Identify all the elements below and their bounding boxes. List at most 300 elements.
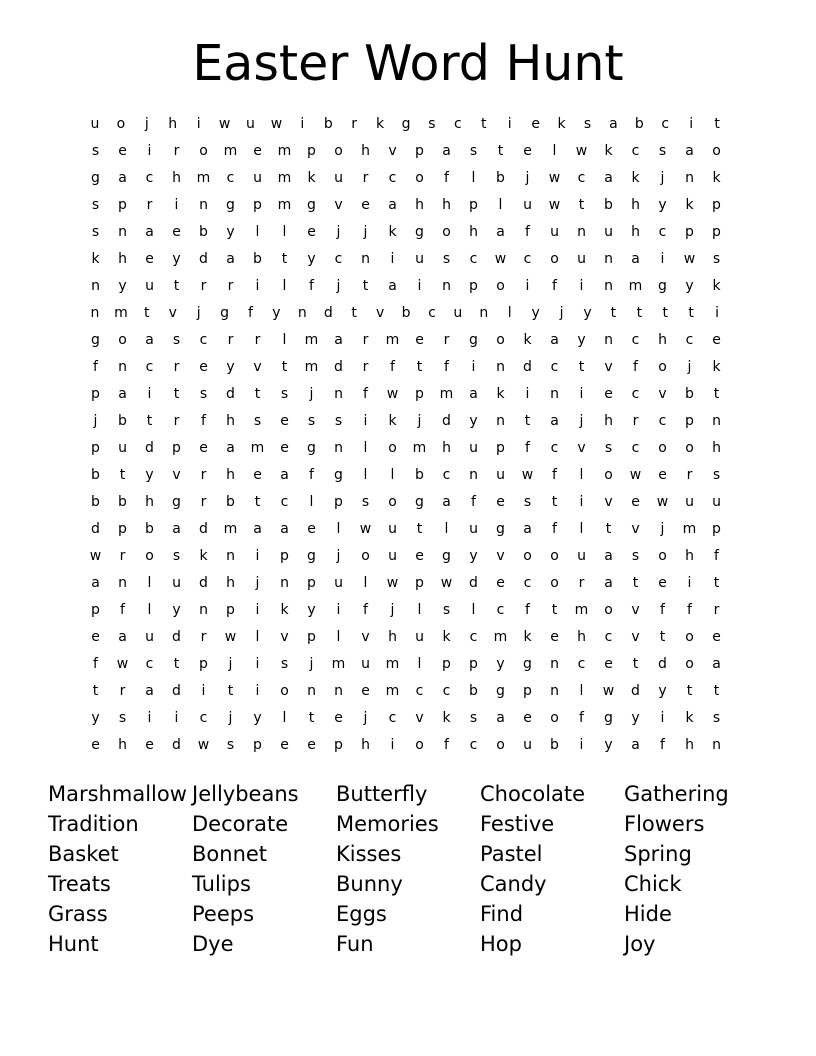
grid-letter[interactable]: j <box>255 575 260 591</box>
grid-letter[interactable]: u <box>145 629 154 645</box>
grid-letter[interactable]: r <box>362 332 369 348</box>
grid-letter[interactable]: w <box>548 170 561 186</box>
grid-letter[interactable]: u <box>685 494 694 510</box>
grid-letter[interactable]: y <box>272 305 281 321</box>
grid-letter[interactable]: m <box>574 602 589 618</box>
grid-letter[interactable]: n <box>90 305 100 321</box>
grid-letter[interactable]: e <box>199 359 208 375</box>
grid-letter[interactable]: y <box>469 413 478 429</box>
grid-letter[interactable]: a <box>226 251 235 267</box>
grid-letter[interactable]: i <box>147 143 152 159</box>
grid-letter[interactable]: b <box>253 251 262 267</box>
grid-letter[interactable]: c <box>280 494 289 510</box>
grid-letter[interactable]: b <box>401 305 411 321</box>
grid-letter[interactable]: v <box>334 197 343 213</box>
grid-letter[interactable]: c <box>442 467 451 483</box>
grid-letter[interactable]: p <box>712 224 721 240</box>
grid-letter[interactable]: i <box>255 683 260 699</box>
grid-letter[interactable]: c <box>523 251 532 267</box>
grid-letter[interactable]: j <box>336 224 341 240</box>
grid-letter[interactable]: w <box>548 197 561 213</box>
grid-letter[interactable]: l <box>552 143 557 159</box>
grid-letter[interactable]: o <box>685 629 694 645</box>
grid-letter[interactable]: s <box>428 116 436 132</box>
grid-letter[interactable]: n <box>550 683 559 699</box>
grid-letter[interactable]: f <box>552 278 557 294</box>
grid-letter[interactable]: c <box>415 683 424 699</box>
grid-letter[interactable]: p <box>307 629 316 645</box>
grid-letter[interactable]: p <box>91 386 100 402</box>
grid-letter[interactable]: t <box>173 656 180 672</box>
grid-letter[interactable]: c <box>428 305 436 321</box>
grid-letter[interactable]: d <box>199 521 208 537</box>
grid-letter[interactable]: c <box>145 656 154 672</box>
grid-letter[interactable]: c <box>388 710 397 726</box>
grid-letter[interactable]: l <box>417 602 422 618</box>
grid-letter[interactable]: l <box>336 521 341 537</box>
grid-letter[interactable]: n <box>469 467 478 483</box>
grid-letter[interactable]: v <box>631 629 640 645</box>
grid-letter[interactable]: h <box>172 170 181 186</box>
grid-letter[interactable]: t <box>362 278 369 294</box>
grid-letter[interactable]: u <box>453 305 463 321</box>
grid-letter[interactable]: o <box>496 737 505 753</box>
grid-letter[interactable]: k <box>712 170 721 186</box>
grid-letter[interactable]: s <box>583 116 592 132</box>
grid-letter[interactable]: t <box>632 656 639 672</box>
grid-letter[interactable]: u <box>90 116 100 132</box>
grid-letter[interactable]: n <box>226 548 235 564</box>
grid-letter[interactable]: m <box>331 656 346 672</box>
grid-letter[interactable]: p <box>523 683 532 699</box>
grid-letter[interactable]: h <box>226 467 235 483</box>
grid-letter[interactable]: a <box>442 143 451 159</box>
grid-letter[interactable]: g <box>496 521 505 537</box>
grid-letter[interactable]: o <box>145 548 154 564</box>
grid-letter[interactable]: g <box>307 440 316 456</box>
grid-letter[interactable]: i <box>525 278 530 294</box>
grid-letter[interactable]: c <box>661 116 670 132</box>
grid-letter[interactable]: w <box>218 116 231 132</box>
grid-letter[interactable]: w <box>270 116 283 132</box>
grid-letter[interactable]: k <box>712 359 721 375</box>
grid-letter[interactable]: n <box>604 332 613 348</box>
grid-letter[interactable]: l <box>363 575 368 591</box>
grid-letter[interactable]: n <box>496 359 505 375</box>
grid-letter[interactable]: t <box>416 359 423 375</box>
grid-letter[interactable]: r <box>254 332 261 348</box>
grid-letter[interactable]: p <box>712 197 721 213</box>
grid-letter[interactable]: c <box>550 440 559 456</box>
grid-letter[interactable]: w <box>224 629 237 645</box>
grid-letter[interactable]: c <box>631 332 640 348</box>
grid-letter[interactable]: l <box>579 467 584 483</box>
grid-letter[interactable]: o <box>550 548 559 564</box>
grid-letter[interactable]: n <box>297 305 307 321</box>
grid-letter[interactable]: t <box>714 116 720 132</box>
grid-letter[interactable]: f <box>363 602 368 618</box>
grid-letter[interactable]: k <box>91 251 100 267</box>
grid-letter[interactable]: b <box>685 386 694 402</box>
grid-letter[interactable]: a <box>388 278 397 294</box>
grid-letter[interactable]: j <box>417 413 422 429</box>
grid-letter[interactable]: s <box>199 386 208 402</box>
grid-letter[interactable]: u <box>604 224 613 240</box>
grid-letter[interactable]: o <box>280 683 289 699</box>
grid-letter[interactable]: c <box>388 170 397 186</box>
grid-letter[interactable]: u <box>550 224 559 240</box>
grid-letter[interactable]: r <box>173 143 180 159</box>
grid-letter[interactable]: l <box>444 521 449 537</box>
grid-letter[interactable]: h <box>415 197 424 213</box>
grid-letter[interactable]: m <box>114 305 128 321</box>
grid-letter[interactable]: j <box>336 278 341 294</box>
grid-letter[interactable]: r <box>686 467 693 483</box>
grid-letter[interactable]: l <box>282 278 287 294</box>
grid-letter[interactable]: e <box>604 386 613 402</box>
grid-letter[interactable]: o <box>550 575 559 591</box>
grid-letter[interactable]: d <box>631 683 640 699</box>
grid-letter[interactable]: i <box>660 710 665 726</box>
grid-letter[interactable]: d <box>334 359 343 375</box>
grid-letter[interactable]: e <box>631 494 640 510</box>
grid-letter[interactable]: h <box>712 440 721 456</box>
grid-letter[interactable]: k <box>685 710 694 726</box>
grid-letter[interactable]: o <box>604 602 613 618</box>
grid-letter[interactable]: c <box>550 359 559 375</box>
grid-letter[interactable]: s <box>91 143 100 159</box>
grid-letter[interactable]: c <box>496 602 505 618</box>
grid-letter[interactable]: t <box>281 359 288 375</box>
grid-letter[interactable]: s <box>523 494 532 510</box>
grid-letter[interactable]: c <box>631 143 640 159</box>
grid-letter[interactable]: h <box>168 116 178 132</box>
grid-letter[interactable]: s <box>91 224 100 240</box>
grid-letter[interactable]: a <box>172 521 181 537</box>
grid-letter[interactable]: w <box>116 656 129 672</box>
grid-letter[interactable]: f <box>525 224 530 240</box>
grid-letter[interactable]: b <box>226 494 235 510</box>
grid-letter[interactable]: h <box>145 494 154 510</box>
grid-letter[interactable]: a <box>550 413 559 429</box>
grid-letter[interactable]: w <box>197 737 210 753</box>
grid-letter[interactable]: b <box>634 116 644 132</box>
grid-letter[interactable]: e <box>145 251 154 267</box>
grid-letter[interactable]: l <box>282 224 287 240</box>
grid-letter[interactable]: t <box>173 386 180 402</box>
grid-letter[interactable]: g <box>442 548 451 564</box>
grid-letter[interactable]: d <box>323 305 333 321</box>
grid-letter[interactable]: b <box>199 224 208 240</box>
grid-letter[interactable]: e <box>307 224 316 240</box>
grid-letter[interactable]: r <box>119 548 126 564</box>
grid-letter[interactable]: l <box>147 575 152 591</box>
grid-letter[interactable]: o <box>388 440 397 456</box>
grid-letter[interactable]: y <box>307 602 316 618</box>
grid-letter[interactable]: s <box>172 548 181 564</box>
grid-letter[interactable]: o <box>442 224 451 240</box>
grid-letter[interactable]: o <box>604 467 613 483</box>
grid-letter[interactable]: t <box>632 575 639 591</box>
grid-letter[interactable]: g <box>172 494 181 510</box>
grid-letter[interactable]: t <box>610 305 617 321</box>
grid-letter[interactable]: i <box>579 494 584 510</box>
grid-letter[interactable]: m <box>277 170 292 186</box>
grid-letter[interactable]: h <box>658 332 667 348</box>
grid-letter[interactable]: v <box>658 386 667 402</box>
grid-letter[interactable]: d <box>523 359 532 375</box>
grid-letter[interactable]: l <box>255 629 260 645</box>
grid-letter[interactable]: i <box>201 683 206 699</box>
grid-letter[interactable]: p <box>226 602 235 618</box>
grid-letter[interactable]: n <box>307 683 316 699</box>
grid-letter[interactable]: s <box>442 602 451 618</box>
grid-letter[interactable]: j <box>309 656 314 672</box>
grid-letter[interactable]: w <box>656 494 669 510</box>
grid-letter[interactable]: p <box>307 143 316 159</box>
grid-letter[interactable]: w <box>89 548 102 564</box>
grid-letter[interactable]: i <box>417 278 422 294</box>
grid-letter[interactable]: v <box>415 710 424 726</box>
grid-letter[interactable]: a <box>118 629 127 645</box>
grid-letter[interactable]: n <box>479 305 489 321</box>
grid-letter[interactable]: k <box>442 629 451 645</box>
grid-letter[interactable]: c <box>442 683 451 699</box>
grid-letter[interactable]: s <box>280 656 289 672</box>
grid-letter[interactable]: j <box>196 305 201 321</box>
grid-letter[interactable]: e <box>531 116 540 132</box>
grid-letter[interactable]: e <box>712 629 721 645</box>
grid-letter[interactable]: g <box>415 224 424 240</box>
grid-letter[interactable]: d <box>172 683 181 699</box>
grid-letter[interactable]: c <box>604 629 613 645</box>
grid-letter[interactable]: r <box>200 278 207 294</box>
grid-letter[interactable]: f <box>687 602 692 618</box>
grid-letter[interactable]: l <box>147 602 152 618</box>
grid-letter[interactable]: w <box>629 467 642 483</box>
grid-letter[interactable]: p <box>442 656 451 672</box>
grid-letter[interactable]: t <box>551 602 558 618</box>
grid-letter[interactable]: a <box>685 143 694 159</box>
grid-letter[interactable]: k <box>631 170 640 186</box>
grid-letter[interactable]: s <box>712 710 721 726</box>
grid-letter[interactable]: g <box>91 170 100 186</box>
grid-letter[interactable]: f <box>579 710 584 726</box>
grid-letter[interactable]: o <box>415 737 424 753</box>
grid-letter[interactable]: v <box>631 602 640 618</box>
grid-letter[interactable]: o <box>415 170 424 186</box>
grid-letter[interactable]: y <box>583 305 592 321</box>
grid-letter[interactable]: f <box>363 386 368 402</box>
grid-letter[interactable]: b <box>469 683 478 699</box>
grid-letter[interactable]: s <box>658 143 667 159</box>
grid-letter[interactable]: t <box>92 683 99 699</box>
grid-letter[interactable]: p <box>469 278 478 294</box>
grid-letter[interactable]: t <box>713 575 720 591</box>
grid-letter[interactable]: j <box>660 521 665 537</box>
grid-letter[interactable]: l <box>417 656 422 672</box>
grid-letter[interactable]: d <box>199 251 208 267</box>
grid-letter[interactable]: f <box>93 359 98 375</box>
grid-letter[interactable]: j <box>228 656 233 672</box>
grid-letter[interactable]: c <box>577 170 586 186</box>
grid-letter[interactable]: a <box>118 170 127 186</box>
grid-letter[interactable]: w <box>602 683 615 699</box>
grid-letter[interactable]: u <box>246 116 255 132</box>
grid-letter[interactable]: b <box>415 467 424 483</box>
grid-letter[interactable]: d <box>172 629 181 645</box>
grid-letter[interactable]: i <box>390 251 395 267</box>
grid-letter[interactable]: v <box>388 143 397 159</box>
grid-letter[interactable]: v <box>577 440 586 456</box>
grid-letter[interactable]: m <box>304 332 319 348</box>
grid-letter[interactable]: i <box>390 737 395 753</box>
grid-letter[interactable]: v <box>496 548 505 564</box>
grid-letter[interactable]: g <box>220 305 230 321</box>
grid-letter[interactable]: s <box>172 332 181 348</box>
grid-letter[interactable]: a <box>496 224 505 240</box>
grid-letter[interactable]: b <box>91 494 100 510</box>
grid-letter[interactable]: r <box>227 332 234 348</box>
grid-letter[interactable]: s <box>631 548 640 564</box>
grid-letter[interactable]: m <box>412 440 427 456</box>
grid-letter[interactable]: o <box>685 440 694 456</box>
grid-letter[interactable]: u <box>334 170 343 186</box>
grid-letter[interactable]: e <box>658 467 667 483</box>
grid-letter[interactable]: n <box>361 251 370 267</box>
grid-letter[interactable]: s <box>361 494 370 510</box>
grid-letter[interactable]: o <box>658 359 667 375</box>
grid-letter[interactable]: k <box>199 548 208 564</box>
grid-letter[interactable]: r <box>200 467 207 483</box>
grid-letter[interactable]: h <box>604 413 613 429</box>
grid-letter[interactable]: m <box>385 656 400 672</box>
grid-letter[interactable]: t <box>254 386 261 402</box>
grid-letter[interactable]: w <box>521 467 534 483</box>
grid-letter[interactable]: f <box>660 737 665 753</box>
grid-letter[interactable]: k <box>388 413 397 429</box>
grid-letter[interactable]: n <box>442 278 451 294</box>
grid-letter[interactable]: i <box>147 386 152 402</box>
grid-letter[interactable]: b <box>496 170 505 186</box>
grid-letter[interactable]: r <box>200 629 207 645</box>
grid-letter[interactable]: a <box>550 332 559 348</box>
grid-letter[interactable]: m <box>223 143 238 159</box>
grid-letter[interactable]: k <box>280 602 289 618</box>
grid-letter[interactable]: o <box>523 548 532 564</box>
grid-letter[interactable]: m <box>250 440 265 456</box>
grid-letter[interactable]: c <box>685 332 694 348</box>
grid-letter[interactable]: i <box>196 116 201 132</box>
grid-letter[interactable]: a <box>280 521 289 537</box>
grid-letter[interactable]: i <box>174 197 179 213</box>
grid-letter[interactable]: o <box>496 332 505 348</box>
grid-letter[interactable]: p <box>280 548 289 564</box>
grid-letter[interactable]: w <box>359 521 372 537</box>
grid-letter[interactable]: y <box>685 278 694 294</box>
grid-letter[interactable]: m <box>196 170 211 186</box>
grid-letter[interactable]: k <box>442 710 451 726</box>
grid-letter[interactable]: n <box>604 251 613 267</box>
grid-letter[interactable]: o <box>199 143 208 159</box>
grid-letter[interactable]: p <box>199 656 208 672</box>
grid-letter[interactable]: u <box>496 467 505 483</box>
grid-letter[interactable]: e <box>280 737 289 753</box>
grid-letter[interactable]: c <box>469 629 478 645</box>
grid-letter[interactable]: i <box>660 251 665 267</box>
grid-letter[interactable]: y <box>658 197 667 213</box>
grid-letter[interactable]: l <box>255 224 260 240</box>
grid-letter[interactable]: b <box>118 494 127 510</box>
grid-letter[interactable]: e <box>496 575 505 591</box>
grid-letter[interactable]: n <box>550 386 559 402</box>
grid-letter[interactable]: o <box>334 143 343 159</box>
grid-letter[interactable]: r <box>119 683 126 699</box>
grid-letter[interactable]: h <box>118 251 127 267</box>
grid-letter[interactable]: h <box>685 737 694 753</box>
grid-letter[interactable]: s <box>334 413 343 429</box>
grid-letter[interactable]: l <box>579 521 584 537</box>
grid-letter[interactable]: t <box>146 413 153 429</box>
grid-letter[interactable]: b <box>91 467 100 483</box>
grid-letter[interactable]: p <box>415 386 424 402</box>
grid-letter[interactable]: e <box>523 143 532 159</box>
grid-letter[interactable]: m <box>277 143 292 159</box>
grid-letter[interactable]: t <box>254 494 261 510</box>
grid-letter[interactable]: a <box>604 170 613 186</box>
grid-letter[interactable]: y <box>226 359 235 375</box>
grid-letter[interactable]: r <box>362 359 369 375</box>
grid-letter[interactable]: c <box>658 224 667 240</box>
grid-letter[interactable]: a <box>631 251 640 267</box>
grid-letter[interactable]: e <box>523 710 532 726</box>
grid-letter[interactable]: i <box>689 116 694 132</box>
grid-letter[interactable]: f <box>444 737 449 753</box>
grid-letter[interactable]: g <box>91 332 100 348</box>
grid-letter[interactable]: w <box>683 251 696 267</box>
grid-letter[interactable]: w <box>575 143 588 159</box>
grid-letter[interactable]: r <box>713 602 720 618</box>
grid-letter[interactable]: i <box>525 386 530 402</box>
grid-letter[interactable]: b <box>550 737 559 753</box>
grid-letter[interactable]: r <box>173 413 180 429</box>
grid-letter[interactable]: e <box>199 440 208 456</box>
grid-letter[interactable]: f <box>390 359 395 375</box>
grid-letter[interactable]: e <box>658 575 667 591</box>
grid-letter[interactable]: o <box>685 656 694 672</box>
grid-letter[interactable]: p <box>253 197 262 213</box>
grid-letter[interactable]: f <box>525 602 530 618</box>
grid-letter[interactable]: e <box>253 467 262 483</box>
grid-letter[interactable]: p <box>91 602 100 618</box>
grid-letter[interactable]: n <box>550 656 559 672</box>
grid-letter[interactable]: d <box>145 440 154 456</box>
grid-letter[interactable]: v <box>253 359 262 375</box>
grid-letter[interactable]: u <box>253 170 262 186</box>
grid-letter[interactable]: j <box>309 386 314 402</box>
grid-letter[interactable]: u <box>334 575 343 591</box>
grid-letter[interactable]: j <box>363 224 368 240</box>
grid-letter[interactable]: a <box>496 710 505 726</box>
grid-letter[interactable]: a <box>712 656 721 672</box>
grid-letter[interactable]: y <box>118 278 127 294</box>
grid-letter[interactable]: i <box>579 737 584 753</box>
grid-letter[interactable]: g <box>226 197 235 213</box>
grid-letter[interactable]: t <box>144 305 150 321</box>
grid-letter[interactable]: a <box>118 386 127 402</box>
grid-letter[interactable]: b <box>323 116 333 132</box>
grid-letter[interactable]: u <box>388 548 397 564</box>
